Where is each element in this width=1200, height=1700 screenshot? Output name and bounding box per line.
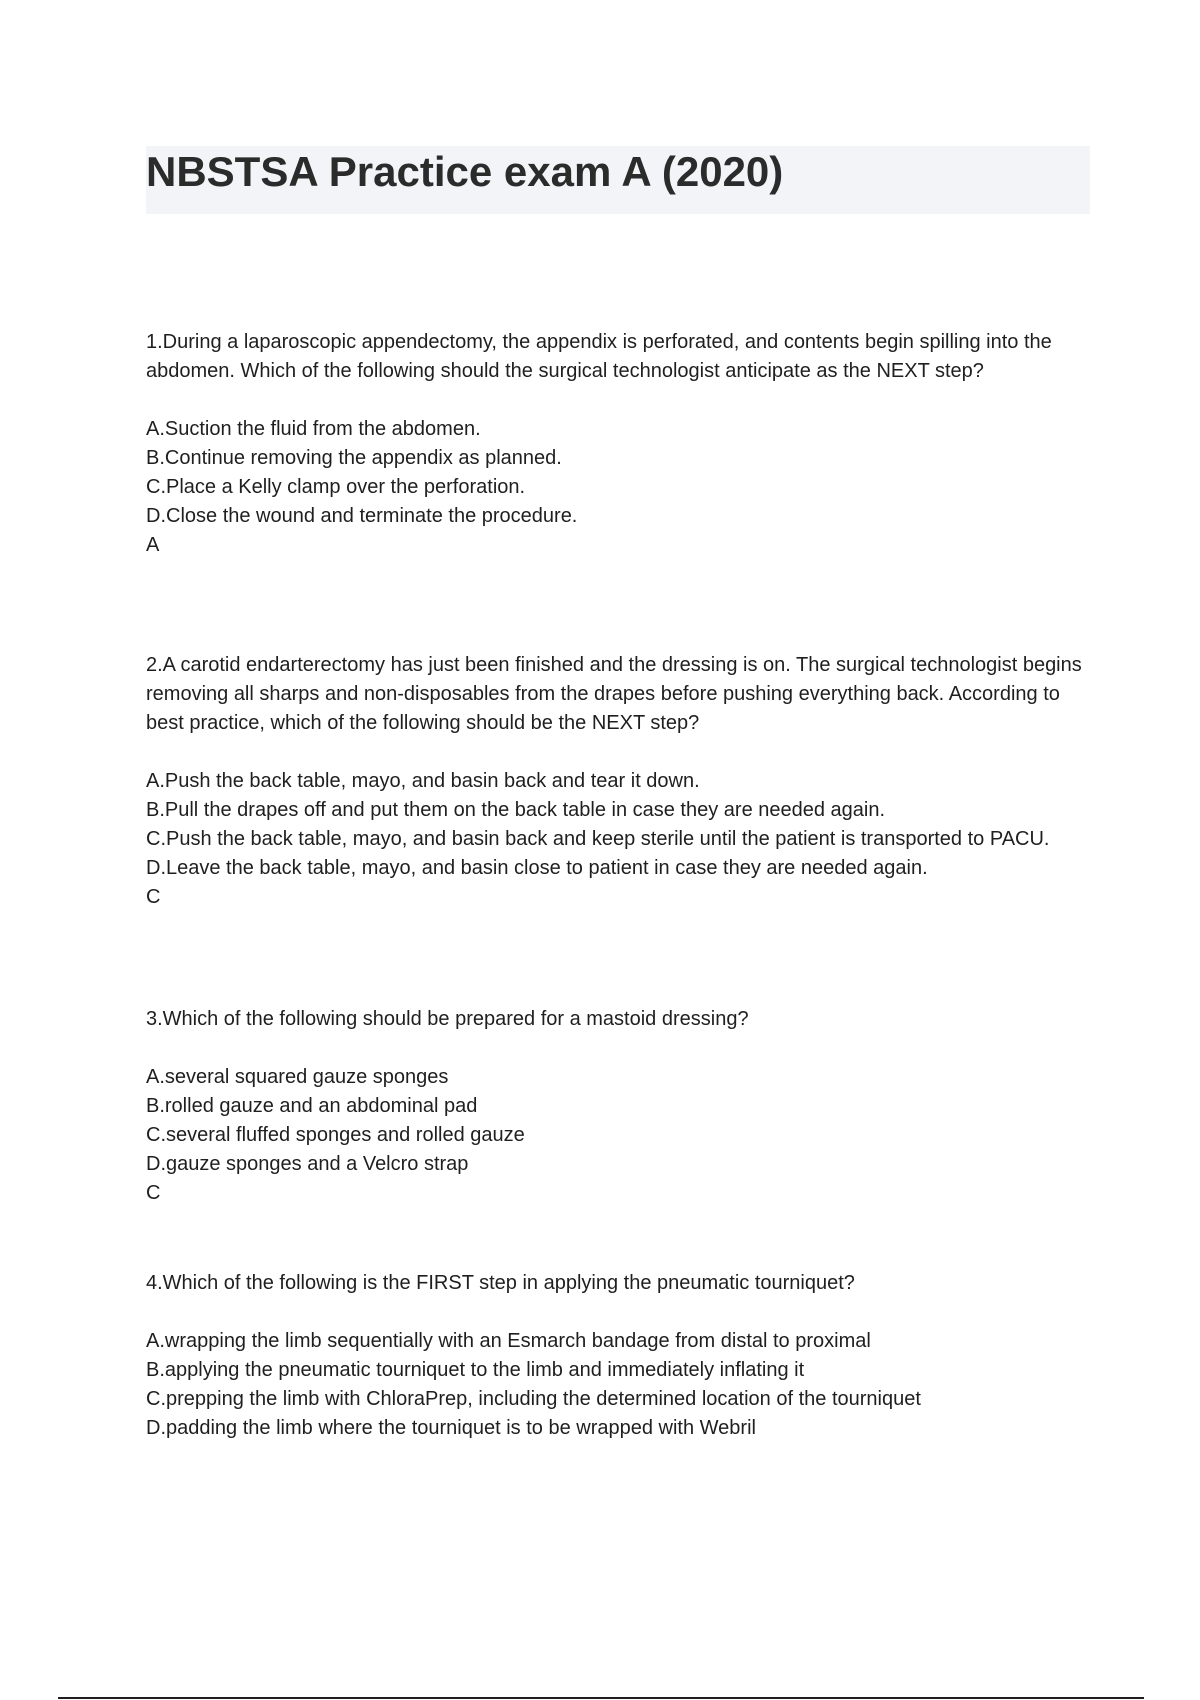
- option-d: D.padding the limb where the tourniquet is to be wrapped with Webril: [146, 1417, 756, 1439]
- option-a: A.wrapping the limb sequentially with an Esmarch bandage from distal to proximal: [146, 1330, 871, 1352]
- question-2: [146, 651, 1086, 912]
- option-b: B.Continue removing the appendix as planned.: [146, 447, 562, 469]
- option-d: D.gauze sponges and a Velcro strap: [146, 1153, 469, 1175]
- option-c: C.prepping the limb with ChloraPrep, including the determined location of the tourniquet: [146, 1388, 921, 1410]
- option-b: B.rolled gauze and an abdominal pad: [146, 1095, 478, 1117]
- footer-rule: [58, 1697, 1144, 1699]
- option-b: B.applying the pneumatic tourniquet to the limb and immediately inflating it: [146, 1359, 805, 1381]
- option-c: C.Place a Kelly clamp over the perforation.: [146, 476, 526, 498]
- option-d: D.Leave the back table, mayo, and basin close to patient in case they are needed again.: [146, 857, 928, 879]
- question-4: [146, 1269, 1086, 1443]
- answer-key: A: [146, 534, 160, 556]
- question-1: [146, 328, 1086, 560]
- option-a: A.several squared gauze sponges: [146, 1066, 449, 1088]
- answer-key: C: [146, 886, 161, 908]
- question-text: 1.During a laparoscopic appendectomy, the appendix is perforated, and contents begin spilling into the abdomen. Which of the following should the surgical technologist anticipate as the NEXT step?: [146, 331, 1052, 382]
- option-a: A.Suction the fluid from the abdomen.: [146, 418, 481, 440]
- option-b: B.Pull the drapes off and put them on the back table in case they are needed again.: [146, 799, 886, 821]
- document-title: NBSTSA Practice exam A (2020): [146, 148, 784, 195]
- question-3: [146, 1005, 1086, 1208]
- option-c: C.several fluffed sponges and rolled gauze: [146, 1124, 525, 1146]
- option-a: A.Push the back table, mayo, and basin back and tear it down.: [146, 770, 700, 792]
- option-d: D.Close the wound and terminate the procedure.: [146, 505, 578, 527]
- question-text: 2.A carotid endarterectomy has just been finished and the dressing is on. The surgical technologist begins removing all sharps and non-disposables from the drapes before pushing everything back. According to best practice, which of the following should be the NEXT step?: [146, 654, 1082, 734]
- option-c: C.Push the back table, mayo, and basin back and keep sterile until the patient is transported to PACU.: [146, 828, 1050, 850]
- question-text: 3.Which of the following should be prepared for a mastoid dressing?: [146, 1008, 749, 1030]
- answer-key: C: [146, 1182, 161, 1204]
- question-text: 4.Which of the following is the FIRST step in applying the pneumatic tourniquet?: [146, 1272, 855, 1294]
